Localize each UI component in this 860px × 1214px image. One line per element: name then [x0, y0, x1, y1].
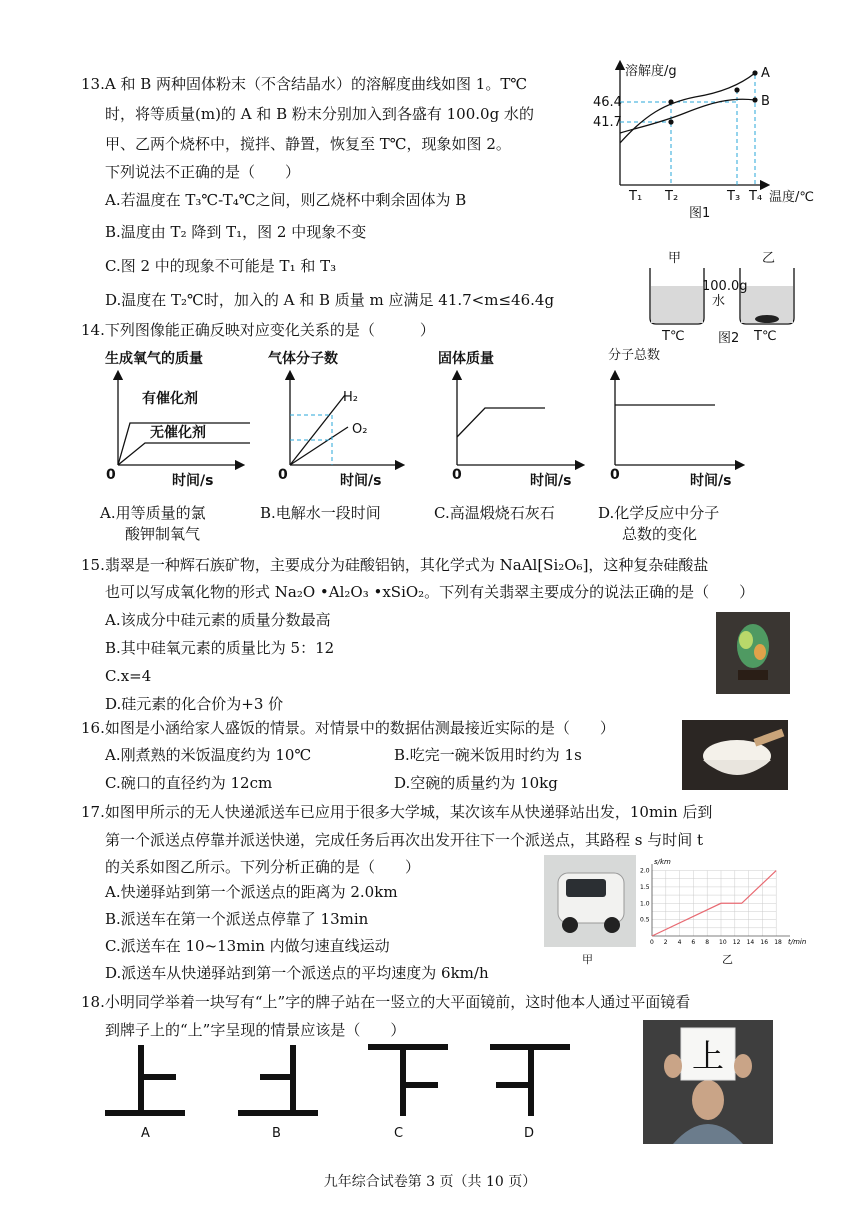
mirror-options — [100, 1040, 560, 1140]
svg-text:T₃: T₃ — [727, 189, 741, 204]
svg-text:乙: 乙 — [762, 251, 776, 266]
x-tick-label: 6 — [691, 939, 696, 946]
q17-option-b: B.派送车在第一个派送点停靠了 13min — [105, 910, 369, 928]
q15-option-d: D.硅元素的化合价为+3 价 — [105, 695, 284, 713]
q18-line2: 到牌子上的“上”字呈现的情景应该是（ ） — [105, 1021, 406, 1039]
q15-option-c: C.x=4 — [105, 667, 152, 685]
q16-option-a: A.刚煮熟的米饭温度约为 10℃ — [105, 746, 312, 764]
x-tick-label: 18 — [774, 939, 782, 946]
q14-option-d1: D.化学反应中分子 — [598, 504, 720, 522]
svg-text:时间/s: 时间/s — [530, 473, 572, 489]
y-tick-label: 1.0 — [640, 900, 650, 908]
svg-text:0: 0 — [452, 467, 462, 483]
svg-text:O₂: O₂ — [352, 422, 368, 437]
curve-b — [620, 99, 755, 133]
q17-line3: 的关系如图乙所示。下列分析正确的是（ ） — [105, 858, 421, 876]
svg-text:T℃: T℃ — [662, 329, 685, 344]
svg-text:T℃: T℃ — [754, 329, 777, 344]
curve-a — [620, 73, 755, 143]
svg-text:水: 水 — [712, 294, 726, 309]
fig1-xlabel: 温度/℃ — [769, 190, 814, 205]
svg-text:100.0g: 100.0g — [702, 279, 748, 294]
y-tick-label: 2.0 — [640, 867, 650, 875]
fig1-y-41: 41.7 — [593, 115, 622, 130]
delivery-vehicle-photo — [544, 855, 636, 947]
q16-option-b: B.吃完一碗米饭用时约为 1s — [394, 746, 582, 764]
chart-xlabel: t/min — [788, 938, 807, 946]
svg-text:0: 0 — [278, 467, 288, 483]
svg-text:C: C — [394, 1126, 404, 1141]
q16-option-c: C.碗口的直径约为 12cm — [105, 774, 273, 792]
x-tick-label: 12 — [732, 939, 741, 946]
x-tick-label: 14 — [746, 939, 755, 946]
q14-stem: 14.下列图像能正确反映对应变化关系的是（ ） — [81, 321, 435, 339]
svg-text:0: 0 — [106, 467, 116, 483]
q15-option-a: A.该成分中硅元素的质量分数最高 — [105, 611, 331, 629]
svg-text:T₂: T₂ — [665, 189, 679, 204]
q13-line2: 时，将等质量(m)的 A 和 B 粉末分别加入到各盛有 100.0g 水的 — [105, 105, 534, 123]
distance-time-chart — [640, 856, 810, 951]
svg-text:A: A — [141, 1126, 150, 1141]
q17-line2: 第一个派送点停靠并派送快递，完成任务后再次出发开往下一个派送点，其路程 s 与时间 t — [105, 831, 704, 849]
x-tick-label: 16 — [760, 939, 769, 946]
option-b-glyph — [238, 1045, 318, 1116]
q14-option-c: C.高温煅烧石灰石 — [434, 504, 555, 522]
option-d-glyph — [490, 1044, 570, 1116]
fig1-ylabel: 溶解度/g — [625, 64, 677, 79]
chart-ylabel: s/km — [654, 858, 671, 866]
jade-photo — [716, 612, 790, 694]
sign-character: 上 — [691, 1037, 725, 1075]
y-tick-label: 1.5 — [640, 883, 650, 891]
svg-text:生成氧气的质量: 生成氧气的质量 — [105, 351, 203, 367]
x-tick-label: 2 — [663, 939, 668, 946]
q18-line1: 18.小明同学举着一块写有“上”字的牌子站在一竖立的大平面镜前，这时他本人通过平面镜看 — [81, 993, 691, 1011]
option-c-glyph — [368, 1044, 448, 1116]
q13-option-d: D.温度在 T₂℃时，加入的 A 和 B 质量 m 应满足 41.7<m≤46.4g — [105, 291, 555, 309]
q14-option-a1: A.用等质量的氯 — [100, 504, 206, 522]
q13-line4: 下列说法不正确的是（ ） — [105, 163, 301, 181]
svg-text:D: D — [524, 1126, 535, 1141]
x-tick-label: 0 — [650, 939, 654, 946]
svg-text:有催化剂: 有催化剂 — [142, 391, 198, 407]
fig1-y-46: 46.4 — [593, 95, 622, 110]
q17-option-d: D.派送车从快递驿站到第一个派送点的平均速度为 6km/h — [105, 964, 489, 982]
sign-photo — [643, 1020, 773, 1144]
svg-text:固体质量: 固体质量 — [438, 351, 494, 367]
x-tick-label: 10 — [719, 939, 727, 946]
option-a-glyph — [105, 1045, 185, 1116]
svg-text:T₁: T₁ — [629, 189, 643, 204]
q14-option-b: B.电解水一段时间 — [260, 504, 381, 522]
svg-text:甲: 甲 — [668, 251, 682, 266]
svg-text:H₂: H₂ — [343, 390, 358, 405]
svg-text:B: B — [272, 1126, 281, 1141]
q14-graphs — [100, 345, 750, 495]
q16-stem: 16.如图是小涵给家人盛饭的情景。对情景中的数据估测最接近实际的是（ ） — [81, 719, 615, 737]
q17-line1: 17.如图甲所示的无人快递派送车已应用于很多大学城，某次该车从快递驿站出发，10min 后到 — [81, 803, 713, 821]
beakers-figure — [640, 250, 820, 350]
rice-bowl-photo — [682, 720, 788, 790]
q13-option-b: B.温度由 T₂ 降到 T₁，图 2 中现象不变 — [105, 223, 367, 241]
fig1-b: B — [761, 94, 770, 109]
q15-option-b: B.其中硅氧元素的质量比为 5：12 — [105, 639, 335, 657]
q17-option-a: A.快递驿站到第一个派送点的距离为 2.0km — [105, 883, 398, 901]
q14-option-a2: 酸钾制氧气 — [125, 525, 201, 543]
svg-text:无催化剂: 无催化剂 — [150, 425, 206, 441]
fig1-a: A — [761, 66, 770, 81]
x-tick-label: 8 — [705, 939, 710, 946]
x-tick-label: 4 — [677, 939, 682, 946]
no-catalyst-line — [118, 443, 250, 465]
q15-line1: 15.翡翠是一种辉石族矿物，主要成分为硅酸铝钠，其化学式为 NaAl[Si₂O₆]，这种复杂硅酸盐 — [81, 556, 709, 574]
svg-text:0: 0 — [610, 467, 620, 483]
page-footer: 九年综合试卷第 3 页（共 10 页） — [323, 1174, 537, 1190]
svg-text:时间/s: 时间/s — [690, 473, 732, 489]
solubility-figure — [585, 55, 825, 225]
svg-text:图2: 图2 — [718, 331, 740, 346]
y-tick-label: 0.5 — [640, 916, 650, 924]
svg-text:气体分子数: 气体分子数 — [268, 351, 338, 367]
q17-photo-caption: 甲 — [582, 953, 593, 966]
q15-line2: 也可以写成氧化物的形式 Na₂O •Al₂O₃ •xSiO₂。下列有关翡翠主要成分的说法正确的是（ ） — [105, 583, 755, 601]
svg-text:时间/s: 时间/s — [172, 473, 214, 489]
svg-text:分子总数: 分子总数 — [608, 348, 661, 363]
fig1-caption: 图1 — [689, 206, 711, 221]
q17-chart-caption: 乙 — [722, 953, 733, 966]
svg-text:时间/s: 时间/s — [340, 473, 382, 489]
q13-line1: 13.A 和 B 两种固体粉末（不含结晶水）的溶解度曲线如图 1。T℃ — [81, 75, 528, 93]
svg-text:T₄: T₄ — [749, 189, 763, 204]
q13-option-a: A.若温度在 T₃℃-T₄℃之间，则乙烧杯中剩余固体为 B — [105, 191, 467, 209]
q13-line3: 甲、乙两个烧杯中，搅拌、静置，恢复至 T℃，现象如图 2。 — [105, 135, 511, 153]
q13-option-c: C.图 2 中的现象不可能是 T₁ 和 T₃ — [105, 257, 337, 275]
q17-option-c: C.派送车在 10~13min 内做匀速直线运动 — [105, 937, 390, 955]
q14-option-d2: 总数的变化 — [622, 525, 698, 543]
q16-option-d: D.空碗的质量约为 10kg — [394, 774, 558, 792]
